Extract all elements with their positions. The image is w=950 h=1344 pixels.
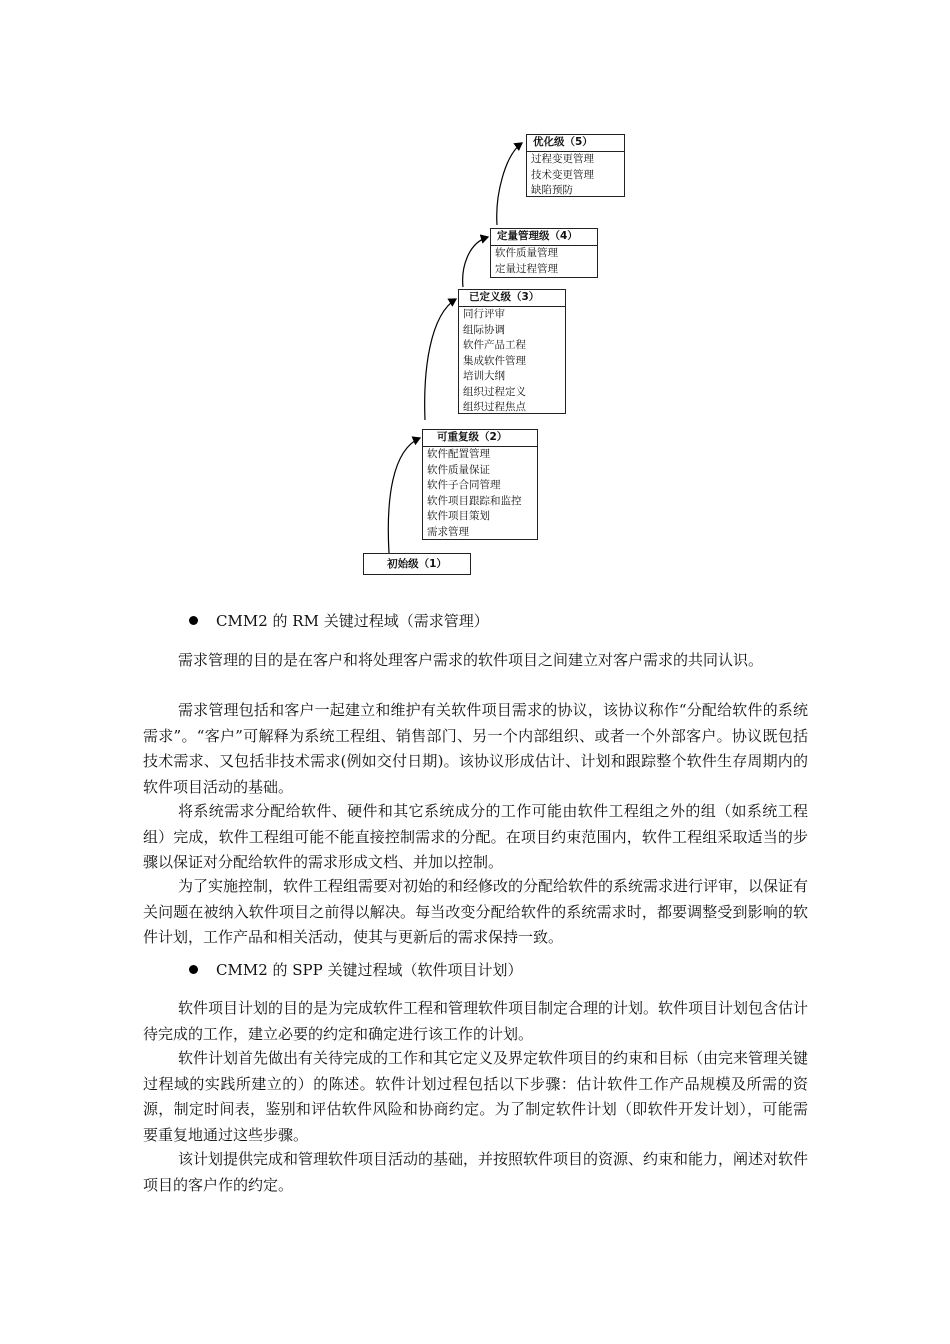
level-3-item: 集成软件管理 [463, 354, 526, 367]
bullet-icon [189, 616, 198, 625]
level-2-title: 可重复级（2） [423, 430, 537, 447]
section-2-paragraph: 软件计划首先做出有关待完成的工作和其它定义及界定软件项目的约束和目标（由完来管理关键过程域的实践所建立的）的陈述。软件计划过程包括以下步骤：估计软件工作产品规模及所需的资源，制定时间表，鉴别和评估软件风险和协商约定。为了制定软件计划（即软件开发计划），可能需要重复地通过这些步骤。 [143, 1049, 809, 1144]
section-2-heading-text: CMM2 的 SPP 关键过程域（软件项目计划） [216, 961, 523, 979]
level-3-item: 软件产品工程 [463, 339, 526, 351]
level-4-items [491, 246, 597, 277]
level-4-item: 定量过程管理 [495, 262, 558, 275]
level-2-item: 软件子合同管理 [427, 479, 501, 491]
level-2-item: 软件项目跟踪和监控 [427, 494, 522, 507]
level-3-items [459, 307, 565, 416]
section-1-heading [189, 610, 489, 632]
level-3-item: 培训大纲 [463, 370, 505, 382]
level-1-box [363, 553, 471, 575]
level-4-title: 定量管理级（4） [491, 229, 597, 246]
section-1-paragraph: 为了实施控制，软件工程组需要对初始的和经修改的分配给软件的系统需求进行评审，以保证有关问题在被纳入软件项目之前得以解决。每当改变分配给软件的系统需求时，都要调整受到影响的软件计划，工作产品和相关活动，使其与更新后的需求保持一致。 [143, 877, 809, 946]
level-4-item: 软件质量管理 [495, 247, 558, 259]
level-2-item: 软件配置管理 [427, 448, 490, 460]
level-4-box [490, 228, 598, 278]
arrow-2-to-3 [425, 299, 456, 420]
level-5-item: 过程变更管理 [531, 153, 594, 165]
level-5-items [527, 152, 624, 199]
level-2-item: 软件项目策划 [427, 510, 490, 522]
section-1-paragraph: 将系统需求分配给软件、硬件和其它系统成分的工作可能由软件工程组之外的组（如系统工程组）完成，软件工程组可能不能直接控制需求的分配。在项目约束范围内，软件工程组采取适当的步骤以保证对分配给软件的需求形成文档、并加以控制。 [143, 802, 808, 871]
level-3-item: 组织过程焦点 [463, 401, 526, 413]
level-3-item: 组织过程定义 [463, 385, 526, 398]
level-5-box [526, 134, 625, 197]
level-2-item: 软件质量保证 [427, 463, 490, 476]
level-3-item: 组际协调 [463, 323, 505, 336]
section-1-paragraph: 需求管理包括和客户一起建立和维护有关软件项目需求的协议，该协议称作“分配给软件的系统需求”。“客户”可解释为系统工程组、销售部门、另一个内部组织、或者一个外部客户。协议既包括技术需求、又包括非技术需求(例如交付日期)。该协议形成估计、计划和跟踪整个软件生存周期内的软件项目活动的基础。 [143, 701, 808, 796]
level-5-item: 缺陷预防 [531, 184, 573, 196]
section-1-heading-text: CMM2 的 RM 关键过程域（需求管理） [216, 612, 489, 630]
arrow-1-to-2 [388, 438, 420, 553]
level-5-title: 优化级（5） [527, 135, 624, 152]
section-2-paragraph: 软件项目计划的目的是为完成软件工程和管理软件项目制定合理的计划。软件项目计划包含估计待完成的工作，建立必要的约定和确定进行该工作的计划。 [143, 999, 809, 1043]
level-1-title: 初始级（1） [387, 558, 447, 570]
level-5-item: 技术变更管理 [531, 168, 594, 181]
arrow-3-to-4 [463, 237, 488, 287]
level-2-box [422, 429, 538, 540]
level-2-item: 需求管理 [427, 525, 469, 538]
cmm-maturity-diagram [0, 0, 950, 600]
section-1-paragraph: 需求管理的目的是在客户和将处理客户需求的软件项目之间建立对客户需求的共同认识。 [178, 651, 764, 669]
section-2-paragraph: 该计划提供完成和管理软件项目活动的基础，并按照软件项目的资源、约束和能力，阐述对软件项目的客户作的约定。 [143, 1150, 809, 1194]
level-3-title: 已定义级（3） [459, 290, 565, 307]
section-2-heading [189, 959, 523, 981]
level-3-box [458, 289, 566, 414]
level-2-items [423, 447, 537, 540]
arrow-4-to-5 [497, 143, 522, 225]
level-3-item: 同行评审 [463, 308, 505, 320]
bullet-icon [189, 965, 198, 974]
